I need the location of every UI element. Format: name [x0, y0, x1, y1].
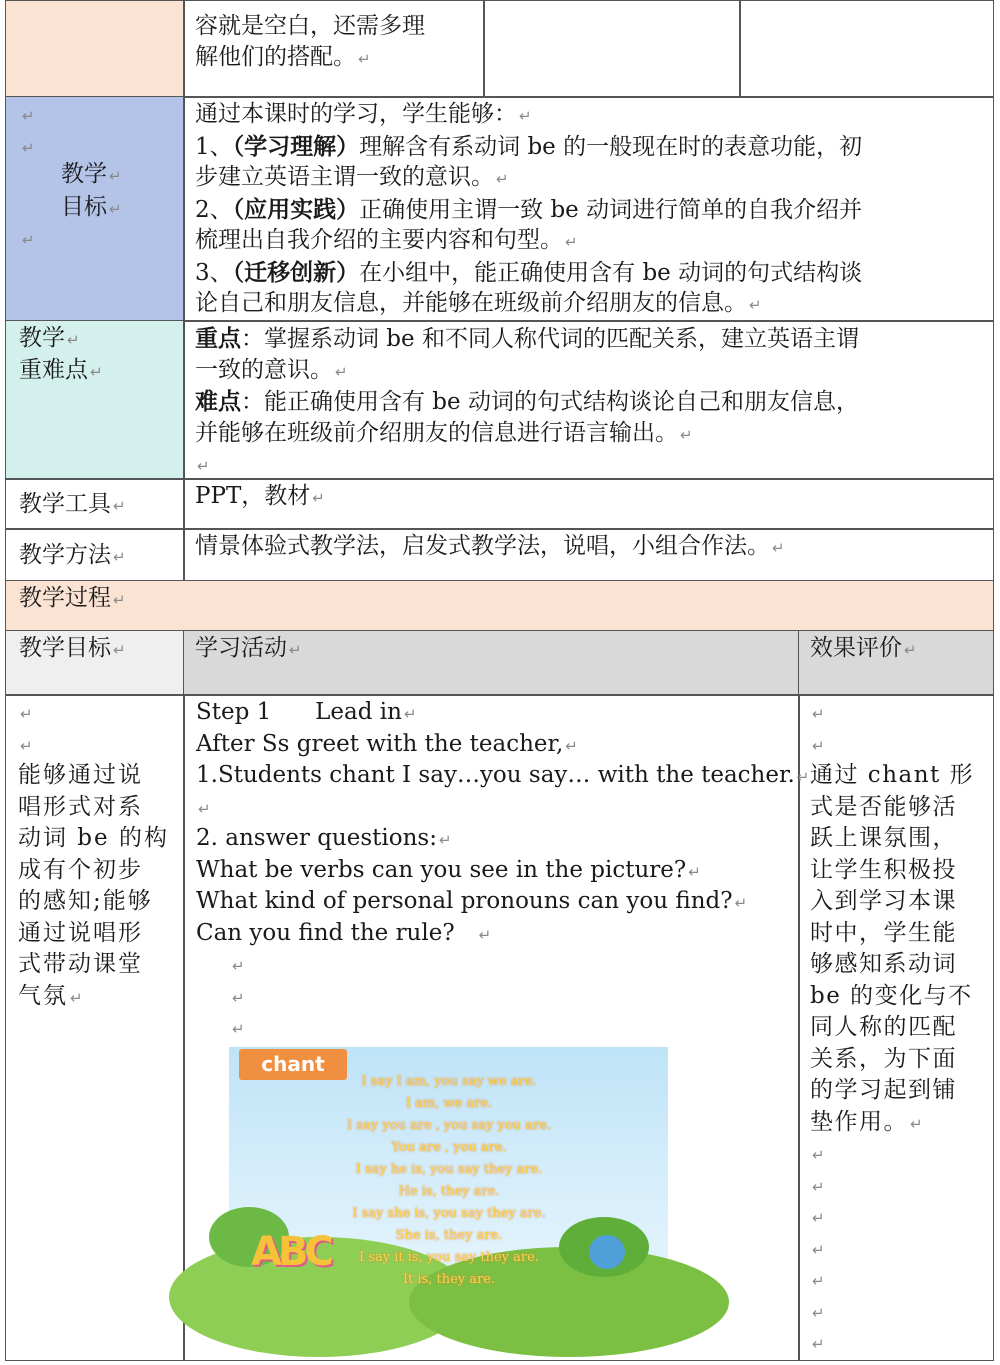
goal-line: 通过说唱形 — [18, 919, 143, 946]
eval-line: 时中，学生能 — [810, 919, 957, 946]
step1-eval-cell: ↵ ↵ 通过 chant 形 式是否能够活 跃上课氛围， 让学生积极投 入到学习本课 时中，学生能 够感知系动词 be 的变化与不 同人称的匹配 关系，为下面 的学习起到铺 垫作用。 ↵ ↵ ↵ ↵ ↵ ↵ ↵ ↵ — [798, 694, 994, 1361]
objective-line: 梳理出自我介绍的主要内容和句型。 ↵ — [195, 227, 578, 253]
step1-goal-cell: ↵ ↵ 能够通过说 唱形式对系 动词 be 的构 成有个初步 的感知;能够 通过说唱形 式带动课堂 气氛 ↵ — [5, 694, 185, 1361]
lyric-line: She is, they are. — [395, 1228, 503, 1243]
difficult-point-line: 并能够在班级前介绍朋友的信息进行语言输出。 ↵ — [195, 419, 693, 446]
activity-line: What kind of personal pronouns can you find? ↵ — [196, 888, 748, 914]
eval-line: 通过 chant 形 — [810, 762, 975, 788]
goal-line: 唱形式对系 — [18, 793, 143, 820]
lyric-line: I say you are , you say you are. — [347, 1118, 551, 1133]
goal-line: 动词 be 的构 — [18, 825, 169, 851]
top-row-empty-cell — [739, 0, 994, 98]
lyric-line: I say he is, you say they are. — [355, 1162, 543, 1177]
methods-label: 教学方法 ↵ — [19, 542, 126, 568]
chant-slide-image — [229, 1047, 668, 1295]
objectives-content-cell — [183, 96, 994, 322]
activity-line: Can you find the rule? ↵ — [196, 919, 492, 946]
keypoints-label: 教学 ↵ — [19, 325, 80, 351]
lyric-line: I say it is, you say they are. — [359, 1250, 539, 1265]
header-activity: 学习活动 ↵ — [195, 635, 302, 661]
activity-line: What be verbs can you see in the picture? ↵ — [196, 856, 701, 883]
eval-line: 同人称的匹配 — [810, 1014, 957, 1040]
objectives-label: 目标 ↵ — [61, 194, 122, 220]
header-eval: 效果评价 ↵ — [810, 635, 917, 661]
methods-value-cell — [183, 528, 994, 582]
step1-activity-cell: Step 1 Lead in ↵ After Ss greet with the teacher, ↵ 1.Students chant I say…you say… with the teacher. ↵ ↵ 2. answer questions: ↵ What be verbs can you see in the picture? ↵ What kind of personal pronouns can you find? ↵ Can you find the rule? ↵ ↵ ↵ ↵ — [183, 694, 800, 1361]
keypoints-label: 重难点 ↵ — [19, 357, 103, 383]
activity-line: Step 1 Lead in ↵ — [196, 699, 417, 725]
activity-line: After Ss greet with the teacher, ↵ — [196, 730, 578, 757]
keypoints-label-cell — [5, 320, 185, 480]
lyric-line: It is, they are. — [402, 1272, 496, 1287]
methods-value: 情景体验式教学法，启发式教学法，说唱，小组合作法。 ↵ — [195, 533, 785, 559]
objective-line: 2、（应用实践）正确使用主谓一致 be 动词进行简单的自我介绍并 — [195, 195, 863, 223]
eval-line: 垫作用。 ↵ — [810, 1108, 925, 1135]
eval-line: 式是否能够活 — [810, 793, 957, 820]
top-row-content-cell — [183, 0, 485, 98]
top-row-empty-cell — [483, 0, 741, 98]
lyric-line: I say I am, you say we are. — [361, 1074, 537, 1089]
key-point-line: 一致的意识。 ↵ — [195, 356, 348, 383]
objectives-label-cell: ↵ ↵ 教学 ↵ 目标 ↵ ↵ — [5, 96, 185, 322]
keypoints-content-cell: 重点：掌握系动词 be 和不同人称代词的匹配关系，建立英语主谓 一致的意识。 ↵ 难点：能正确使用含有 be 动词的句式结构谈论自己和朋友信息， 并能够在班级前介绍朋友的信息进行语言输出。 ↵ ↵ — [183, 320, 994, 480]
process-row — [5, 580, 994, 632]
goal-line: 的感知;能够 — [18, 888, 153, 914]
key-point-line: 重点：掌握系动词 be 和不同人称代词的匹配关系，建立英语主谓 — [195, 325, 859, 352]
tools-value-cell — [183, 478, 994, 530]
activity-line: 1.Students chant I say…you say… with the teacher. ↵ — [196, 762, 810, 788]
objective-line: 通过本课时的学习，学生能够： ↵ — [195, 101, 532, 127]
objectives-label: 教学 ↵ — [61, 161, 122, 187]
objective-line: 3、（迁移创新）在小组中，能正确使用含有 be 动词的句式结构谈 — [195, 258, 863, 286]
eval-line: 跃上课氛围， — [810, 825, 957, 851]
lyric-line: I say she is, you say they are. — [352, 1206, 546, 1221]
eval-line: be 的变化与不 — [810, 982, 973, 1009]
objective-line: 步建立英语主谓一致的意识。 ↵ — [195, 164, 509, 190]
top-row-label-cell — [5, 0, 185, 98]
header-eval-cell — [798, 630, 994, 696]
eval-line: 够感知系动词 — [810, 951, 957, 977]
abc-letters: ABC — [251, 1229, 330, 1275]
eval-line: 入到学习本课 — [810, 888, 957, 914]
lyric-line: He is, they are. — [398, 1184, 500, 1199]
goal-line: 能够通过说 — [18, 762, 143, 788]
objective-line: 1、（学习理解）理解含有系动词 be 的一般现在时的表意功能，初 — [195, 132, 863, 160]
difficult-point-line: 难点：能正确使用含有 be 动词的句式结构谈论自己和朋友信息， — [195, 388, 859, 415]
header-activity-cell — [183, 630, 800, 696]
header-goal-cell — [5, 630, 185, 696]
tools-value: PPT，教材 ↵ — [195, 483, 325, 509]
objective-line: 论自己和朋友信息，并能够在班级前介绍朋友的信息。 ↵ — [195, 290, 762, 316]
goal-line: 成有个初步 — [18, 856, 143, 883]
lyric-line: I am, we are. — [405, 1096, 493, 1111]
header-goal: 教学目标 ↵ — [19, 635, 126, 661]
methods-label-cell — [5, 528, 185, 582]
chant-tag: chant — [239, 1049, 347, 1080]
process-label: 教学过程 ↵ — [19, 585, 126, 611]
goal-line: 气氛 ↵ — [18, 982, 85, 1009]
eval-line: 的学习起到铺 — [810, 1077, 957, 1103]
eval-line: 让学生积极投 — [810, 856, 957, 883]
top-row-line: 容就是空白，还需多理 — [195, 13, 425, 39]
goal-line: 式带动课堂 — [18, 951, 143, 977]
lyric-line: You are , you are. — [391, 1140, 507, 1155]
activity-line: 2. answer questions: ↵ — [196, 825, 452, 851]
eval-line: 关系，为下面 — [810, 1045, 957, 1072]
top-row-line: 解他们的搭配。 ↵ — [195, 44, 371, 70]
tools-label: 教学工具 ↵ — [19, 491, 126, 517]
tools-label-cell — [5, 478, 185, 530]
